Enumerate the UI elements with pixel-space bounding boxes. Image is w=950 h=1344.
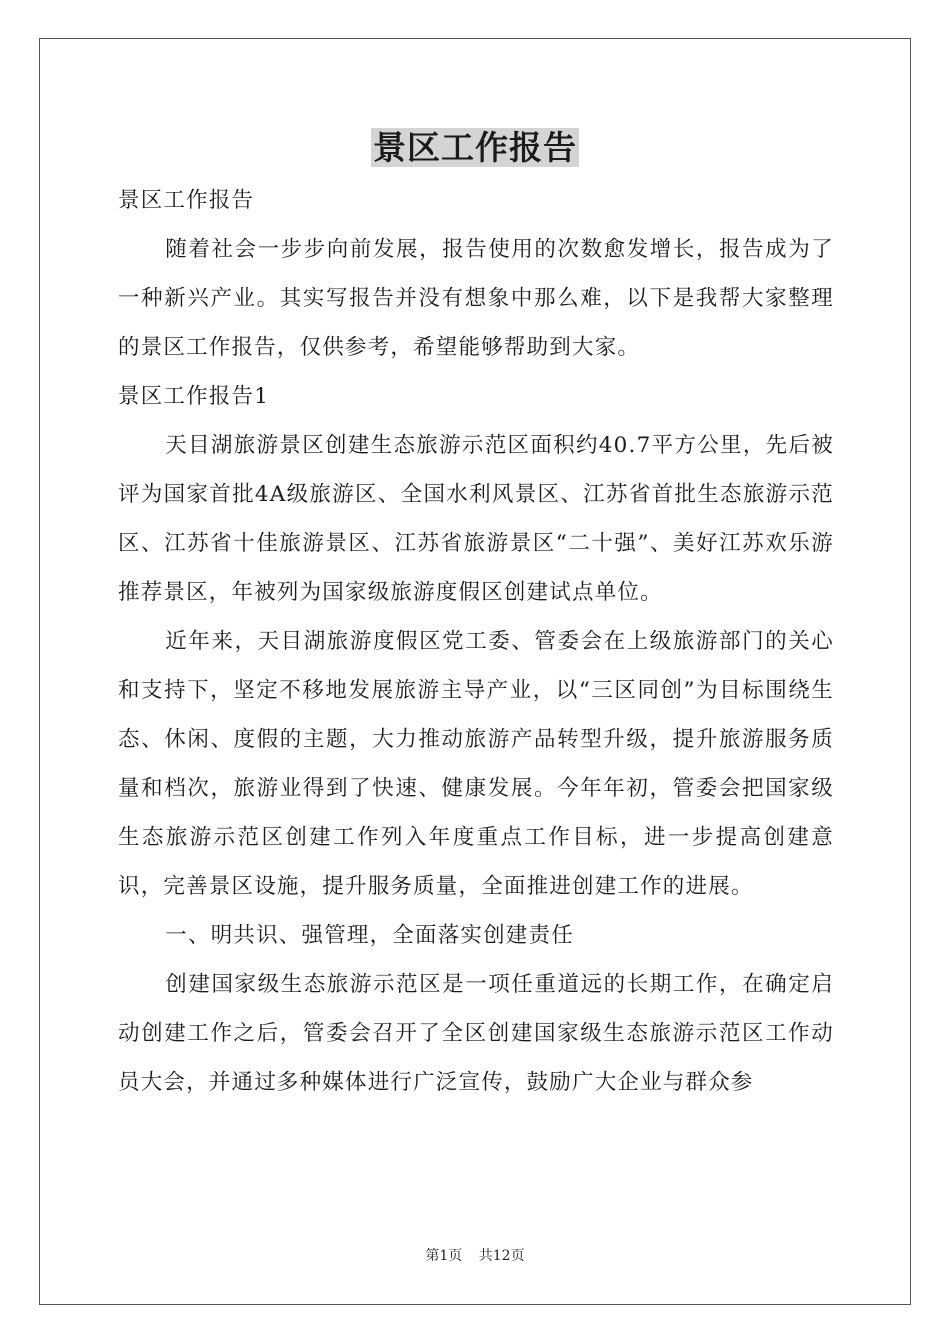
paragraph-intro: 随着社会一步步向前发展，报告使用的次数愈发增长，报告成为了一种新兴产业。其实写报告并没有想象中那么难，以下是我帮大家整理的景区工作报告，仅供参考，希望能够帮助到大家。 bbox=[118, 237, 834, 360]
page-total: 共12页 bbox=[478, 1248, 525, 1264]
paragraph-overview: 天目湖旅游景区创建生态旅游示范区面积约40.7平方公里，先后被评为国家首批4A级旅游区、全国水利风景区、江苏省首批生态旅游示范区、江苏省十佳旅游景区、江苏省旅游景区“二十强”、美好江苏欢乐游推荐景区，年被列为国家级旅游度假区创建试点单位。 bbox=[118, 433, 834, 605]
page-number: 第1页 bbox=[425, 1248, 463, 1264]
paragraph-development: 近年来，天目湖旅游度假区党工委、管委会在上级旅游部门的关心和支持下，坚定不移地发展旅游主导产业，以“三区同创”为目标围绕生态、休闲、度假的主题，大力推动旅游产品转型升级，提升旅游服务质量和档次，旅游业得到了快速、健康发展。今年年初，管委会把国家级生态旅游示范区创建工作列入年度重点工作目标，进一步提高创建意识，完善景区设施，提升服务质量，全面推进创建工作的进展。 bbox=[118, 629, 834, 899]
document-title-text: 景区工作报告 bbox=[373, 128, 577, 167]
page-footer bbox=[0, 1245, 950, 1265]
paragraph-responsibility: 创建国家级生态旅游示范区是一项任重道远的长期工作，在确定启动创建工作之后，管委会召开了全区创建国家级生态旅游示范区工作动员大会，并通过多种媒体进行广泛宣传，鼓励广大企业与群众参 bbox=[118, 972, 834, 1095]
paragraph-subtitle: 景区工作报告 bbox=[118, 188, 255, 213]
document-title bbox=[0, 126, 950, 170]
paragraph-section-heading: 景区工作报告1 bbox=[118, 384, 270, 409]
document-body bbox=[118, 176, 834, 1107]
paragraph-heading-one: 一、明共识、强管理，全面落实创建责任 bbox=[165, 923, 574, 948]
